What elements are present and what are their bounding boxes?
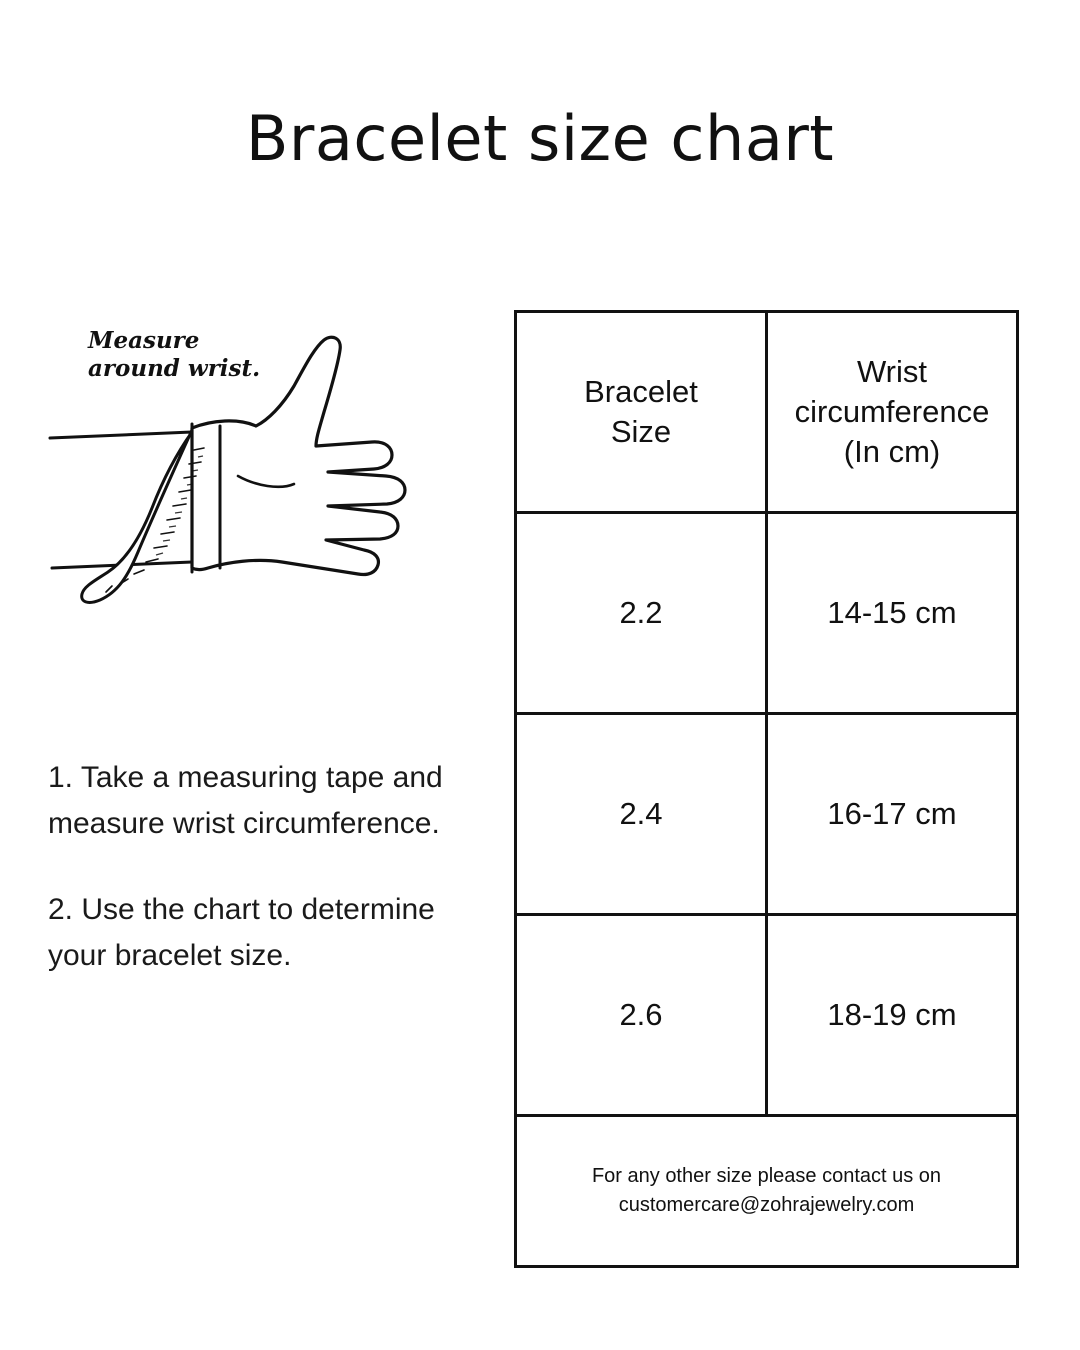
contact-note-line1: For any other size please contact us on xyxy=(591,1165,942,1187)
cell-size: 2.2 xyxy=(516,513,767,714)
bracelet-size-table xyxy=(514,310,1019,1268)
instruction-step-1: 1. Take a measuring tape and measure wrist circumference. xyxy=(48,761,443,840)
cell-circumference: 16-17 cm xyxy=(767,714,1018,915)
table-note-row xyxy=(516,1116,1018,1267)
instructions-block xyxy=(48,755,468,979)
header-bracelet-size-line2: Size xyxy=(610,414,672,449)
page-title: Bracelet size chart xyxy=(245,102,835,175)
header-wrist-line1: Wrist xyxy=(856,354,928,390)
header-bracelet-size xyxy=(516,312,767,513)
contact-note-email: customercare@zohrajewelry.com xyxy=(618,1194,915,1216)
cell-size: 2.6 xyxy=(516,915,767,1116)
cell-circumference: 14-15 cm xyxy=(767,513,1018,714)
table-row xyxy=(516,513,1018,714)
measure-around-wrist-caption: Measure around wrist. xyxy=(88,327,261,383)
header-wrist-line2: circumference xyxy=(794,394,990,430)
contact-note xyxy=(516,1116,1018,1267)
table-header-row xyxy=(516,312,1018,513)
table-row xyxy=(516,714,1018,915)
header-wrist-line3: (In cm) xyxy=(843,433,941,469)
table-row xyxy=(516,915,1018,1116)
header-bracelet-size-line1: Bracelet xyxy=(584,374,698,410)
header-wrist-circumference xyxy=(767,312,1018,513)
cell-circumference: 18-19 cm xyxy=(767,915,1018,1116)
instruction-step-2: 2. Use the chart to determine your bracelet size. xyxy=(48,892,435,972)
cell-size: 2.4 xyxy=(516,714,767,915)
